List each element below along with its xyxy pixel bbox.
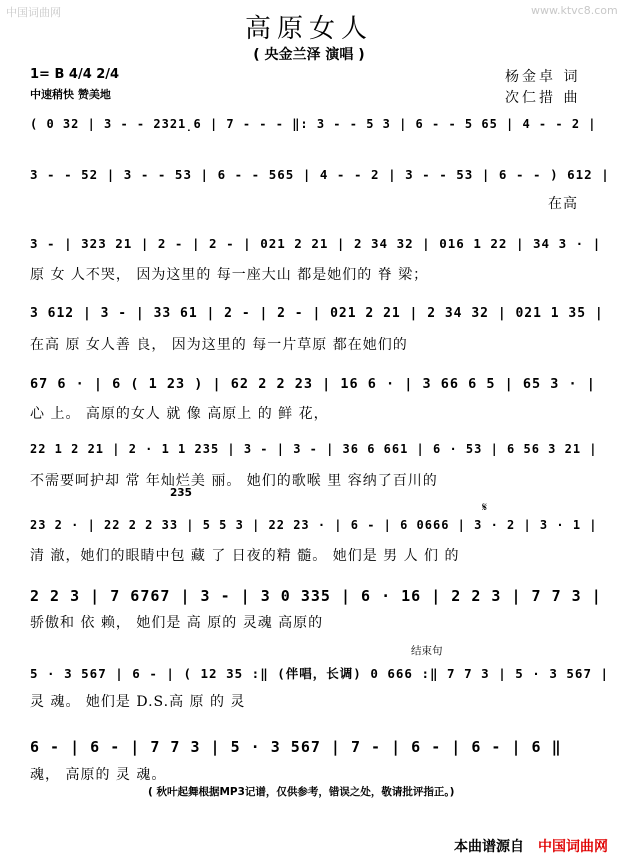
tempo-marking: 中速稍快 赞美地: [30, 88, 111, 101]
lyricist-credit: 杨金卓 词: [505, 69, 581, 85]
score-line-3: 3 - | 323 21 | 2 - | 2 - | 021 2 21 | 2 34 32 | 016 1 22 | 34 3 · |: [30, 236, 602, 251]
score-line-1: ( 0 32 | 3 - - 2321̣6 | 7 - - - ‖: 3 - - 5 3 | 6 - - 5 65 | 4 - - 2 |: [30, 117, 597, 131]
watermark-left: 中国词曲网: [6, 6, 61, 19]
footer-site-link[interactable]: 中国词曲网: [538, 839, 608, 855]
lyric-line-5: 心 上。 高原的女人 就 像 高原上 的 鲜 花，: [30, 406, 329, 422]
score-line-7: 23 2 · | 22 2 2 33 | 5 5 3 | 22 23 · | 6 - | 6 0666 | 3 · 2 | 3 · 1 |: [30, 518, 598, 532]
lyric-line-4: 在高 原 女人善 良， 因为这里的 每一片草原 都在她们的: [30, 337, 408, 353]
lyric-line-10: 魂， 高原的 灵 魂。: [30, 767, 167, 783]
score-line-8: 2 2 3 | 7 6767 | 3 - | 3 0 335 | 6 · 16 | 2 2 3 | 7 7 3 |: [30, 587, 602, 605]
composer-credit: 次仁措 曲: [505, 90, 581, 106]
lyric-line-3: 原 女 人不哭， 因为这里的 每一座大山 都是她们的 脊 梁；: [30, 267, 429, 283]
coda-label: 结束句: [411, 645, 443, 657]
lyric-line-6: 不需要呵护却 常 年灿烂美 丽。 她们的歌喉 里 容纳了百川的: [30, 473, 438, 489]
watermark-right: www.ktvc8.com: [531, 4, 618, 17]
footer-source: 本曲谱源自: [454, 839, 524, 855]
score-line-10: 6 - | 6 - | 7 7 3 | 5 · 3 567 | 7 - | 6 - | 6 - | 6 ‖: [30, 738, 562, 756]
song-title: 高原女人: [244, 14, 373, 44]
transcriber-note: ( 秋叶起舞根据MP3记谱，仅供参考，错误之处，敬请批评指正。): [148, 786, 455, 798]
lyric-line-2: 在高: [548, 196, 578, 212]
score-line-4: 3 612 | 3 - | 33 61 | 2 - | 2 - | 021 2 21 | 2 34 32 | 021 1 35 |: [30, 306, 604, 321]
score-line-5: 67 6 · | 6 ( 1 23 ) | 62 2 2 23 | 16 6 · | 3 66 6 5 | 65 3 · |: [30, 376, 596, 392]
score-line-6: 22 1 2 21 | 2 · 1 1 235 | 3 - | 3 - | 36 6 661 | 6 · 53 | 6 56 3 21 |: [30, 442, 598, 456]
score-line-2: 3 - - 52 | 3 - - 53 | 6 - - 565 | 4 - - 2 | 3 - - 53 | 6 - - ) 612 |: [30, 167, 610, 182]
score-line-9: 5 · 3 567 | 6 - | ( 12 35 :‖ (伴唱，长调) 0 666 :‖ 7 7 3 | 5 · 3 567 |: [30, 666, 610, 681]
lyric-line-7: 清 澈，她们的眼睛中包 藏 了 日夜的精 髓。 她们是 男 人 们 的: [30, 548, 460, 564]
segno-mark: 𝄋: [482, 500, 488, 514]
grace-note-mark: 235: [170, 487, 192, 499]
lyric-line-9: 灵 魂。 她们是 D.S.高 原 的 灵: [30, 694, 246, 710]
key-meter: 1= B 4/4 2/4: [30, 67, 120, 82]
singer-line: ( 央金兰泽 演唱 ): [253, 47, 365, 63]
lyric-line-8: 骄傲和 依 赖， 她们是 高 原的 灵魂 高原的: [30, 615, 324, 631]
